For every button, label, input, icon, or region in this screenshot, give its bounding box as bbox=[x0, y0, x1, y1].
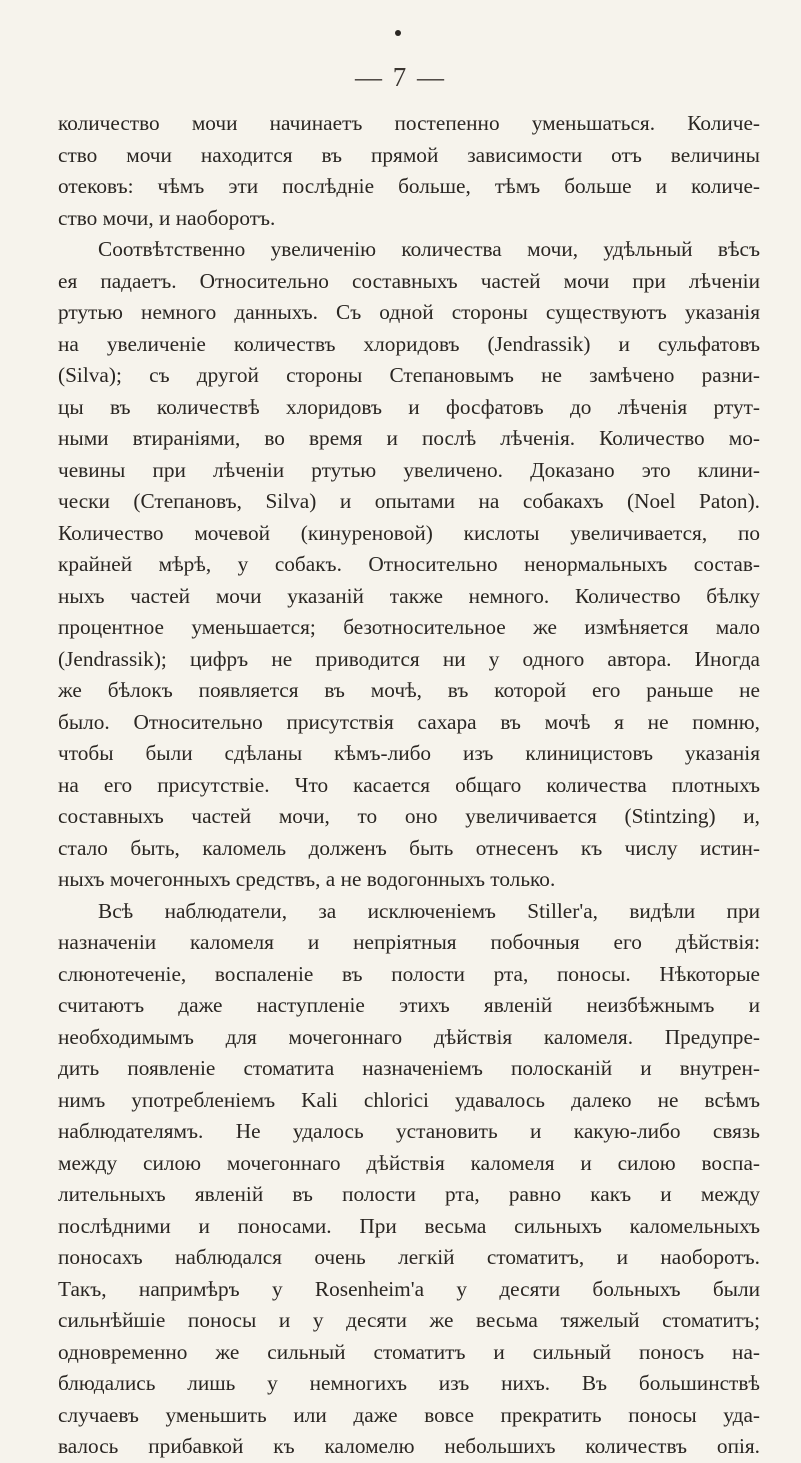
text-line: (Jendrassik); цифръ не приводится ни у одного автора. Иногда bbox=[58, 646, 760, 671]
text-line: процентное уменьшается; безотносительное же измѣняется мало bbox=[58, 615, 760, 639]
text-line: послѣдними и поносами. При весьма сильныхъ каломельныхъ bbox=[58, 1213, 760, 1238]
text-line: на увеличеніе количествъ хлоридовъ (Jendrassik) и сульфатовъ bbox=[58, 331, 760, 356]
text-line: Соотвѣтственно увеличенію количества мочи, удѣльный вѣсъ bbox=[98, 237, 760, 261]
text-line: сильнѣйшіе поносы и у десяти же весьма тяжелый стоматитъ; bbox=[58, 1308, 760, 1332]
text-line: количество мочи начинаетъ постепенно уменьшаться. Количе- bbox=[58, 111, 760, 135]
text-line: чевины при лѣченіи ртутью увеличено. Доказано это клини- bbox=[58, 457, 760, 482]
text-line: (Silva); съ другой стороны Степановымъ не замѣчено разни- bbox=[58, 363, 760, 387]
text-line: крайней мѣрѣ, у собакъ. Относительно ненормальныхъ состав- bbox=[58, 552, 760, 576]
text-line: отековъ: чѣмъ эти послѣдніе больше, тѣмъ больше и количе- bbox=[58, 174, 760, 198]
text-line: же бѣлокъ появляется въ мочѣ, въ которой его раньше не bbox=[58, 678, 760, 702]
ink-speck bbox=[395, 30, 401, 36]
text-line: ея падаетъ. Относительно составныхъ частей мочи при лѣченіи bbox=[58, 268, 760, 293]
text-line: блюдались лишь у немногихъ изъ нихъ. Въ большинствѣ bbox=[58, 1371, 760, 1395]
text-line: считаютъ даже наступленіе этихъ явленій неизбѣжнымъ и bbox=[58, 993, 760, 1017]
text-line: стало быть, каломель долженъ быть отнесенъ къ числу истин- bbox=[58, 835, 760, 860]
body-text bbox=[58, 108, 760, 1463]
text-line: ныхъ частей мочи указаній также немного. Количество бѣлку bbox=[58, 583, 760, 608]
text-line: нимъ употребленіемъ Kali chlorici удавалось далеко не всѣмъ bbox=[58, 1087, 760, 1112]
text-line: ртутью немного данныхъ. Съ одной стороны существуютъ указанія bbox=[58, 300, 760, 324]
text-line: дить появленіе стоматита назначеніемъ полосканій и внутрен- bbox=[58, 1056, 760, 1080]
text-line: случаевъ уменьшить или даже вовсе прекратить поносы уда- bbox=[58, 1402, 760, 1427]
text-line: ство мочи находится въ прямой зависимости отъ величины bbox=[58, 142, 760, 167]
page-number: — 7 — bbox=[355, 62, 446, 92]
text-line: слюнотеченіе, воспаленіе въ полости рта, поносы. Нѣкоторые bbox=[58, 961, 760, 986]
text-line: между силою мочегоннаго дѣйствія каломеля и силою воспа- bbox=[58, 1150, 760, 1175]
text-line: поносахъ наблюдался очень легкій стоматитъ, и наоборотъ. bbox=[58, 1245, 760, 1269]
text-line: ныхъ мочегонныхъ средствъ, а не водогонныхъ только. bbox=[58, 867, 556, 891]
text-line: составныхъ частей мочи, то оно увеличивается (Stintzing) и, bbox=[58, 804, 760, 828]
text-line: чтобы были сдѣланы кѣмъ-либо изъ клиницистовъ указанія bbox=[58, 741, 760, 765]
text-line: ными втираніями, во время и послѣ лѣченія. Количество мо- bbox=[58, 426, 760, 450]
text-line: чески (Степановъ, Silva) и опытами на собакахъ (Noel Paton). bbox=[58, 489, 760, 513]
text-line: назначеніи каломеля и непріятныя побочныя его дѣйствія: bbox=[58, 930, 760, 954]
text-line: было. Относительно присутствія сахара въ мочѣ я не помню, bbox=[58, 709, 760, 734]
text-line: Количество мочевой (кинуреновой) кислоты увеличивается, по bbox=[58, 520, 760, 545]
text-line: наблюдателямъ. Не удалось установить и какую-либо связь bbox=[58, 1119, 760, 1143]
text-line: Всѣ наблюдатели, за исключеніемъ Stiller'а, видѣли при bbox=[98, 898, 760, 923]
text-line: лительныхъ явленій въ полости рта, равно какъ и между bbox=[58, 1182, 760, 1206]
text-line: необходимымъ для мочегоннаго дѣйствія каломеля. Предупре- bbox=[58, 1024, 760, 1049]
text-line: на его присутствіе. Что касается общаго количества плотныхъ bbox=[58, 772, 760, 797]
text-line: одновременно же сильный стоматитъ и сильный поносъ на- bbox=[58, 1339, 760, 1364]
text-line: цы въ количествѣ хлоридовъ и фосфатовъ до лѣченія ртут- bbox=[58, 394, 760, 419]
text-line: валось прибавкой къ каломелю небольшихъ количествъ опія. bbox=[58, 1434, 760, 1458]
text-line: ство мочи, и наоборотъ. bbox=[58, 205, 276, 230]
text-line: Такъ, напримѣръ у Rosenheim'а у десяти больныхъ были bbox=[58, 1276, 760, 1301]
